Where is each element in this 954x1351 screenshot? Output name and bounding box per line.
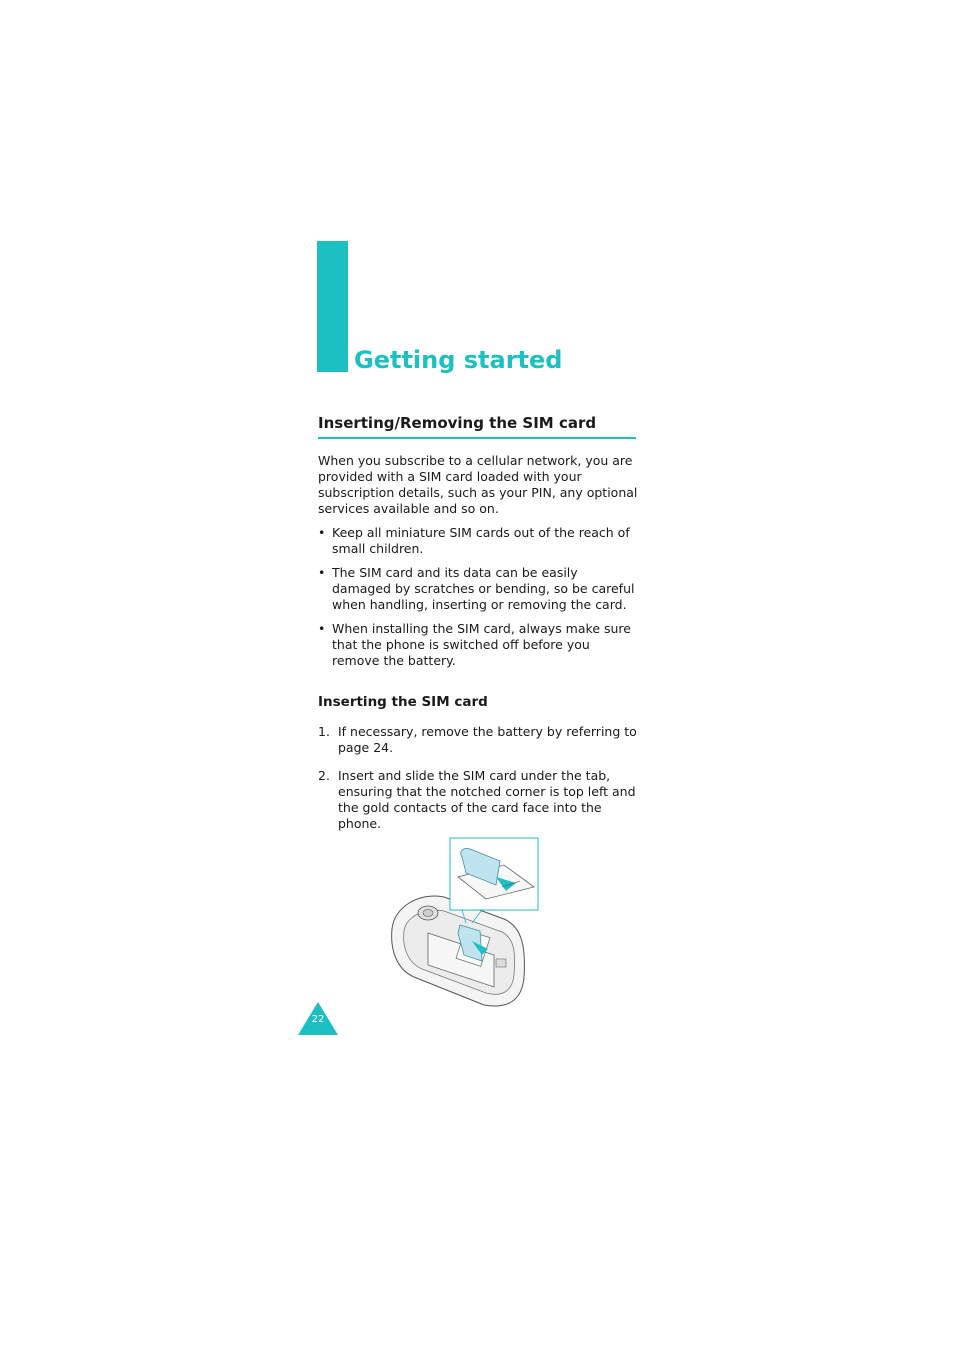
- list-item: [318, 621, 638, 669]
- sim-card-insertion-illustration: [384, 837, 544, 1012]
- section-divider: [318, 437, 636, 439]
- chapter-title: Getting started: [354, 346, 563, 374]
- chapter-accent-bar: [317, 241, 348, 372]
- page-number: 22: [311, 1014, 325, 1025]
- precaution-list: [318, 525, 638, 677]
- step-number: 1.: [318, 724, 330, 739]
- bullet-icon: •: [318, 621, 326, 636]
- bullet-icon: •: [318, 565, 326, 580]
- bullet-text: Keep all miniature SIM cards out of the reach of small children.: [332, 525, 630, 556]
- step-number: 2.: [318, 768, 330, 783]
- step-item: [318, 768, 638, 832]
- list-item: [318, 525, 638, 557]
- bullet-icon: •: [318, 525, 326, 540]
- instruction-steps: [318, 724, 638, 844]
- intro-paragraph: When you subscribe to a cellular network, you are provided with a SIM card loaded with your subscription details, such as your PIN, any optional services available and so on.: [318, 453, 638, 516]
- bullet-text: When installing the SIM card, always make sure that the phone is switched off before you remove the battery.: [332, 621, 631, 668]
- subsection-title: Inserting the SIM card: [318, 694, 488, 710]
- step-text: If necessary, remove the battery by referring to page 24.: [338, 724, 637, 755]
- bullet-text: The SIM card and its data can be easily damaged by scratches or bending, so be careful when handling, inserting or removing the card.: [332, 565, 635, 612]
- section-title: Inserting/Removing the SIM card: [318, 414, 597, 432]
- step-item: [318, 724, 638, 756]
- step-text: Insert and slide the SIM card under the tab, ensuring that the notched corner is top left and the gold contacts of the card face into the phone.: [338, 768, 636, 831]
- list-item: [318, 565, 638, 613]
